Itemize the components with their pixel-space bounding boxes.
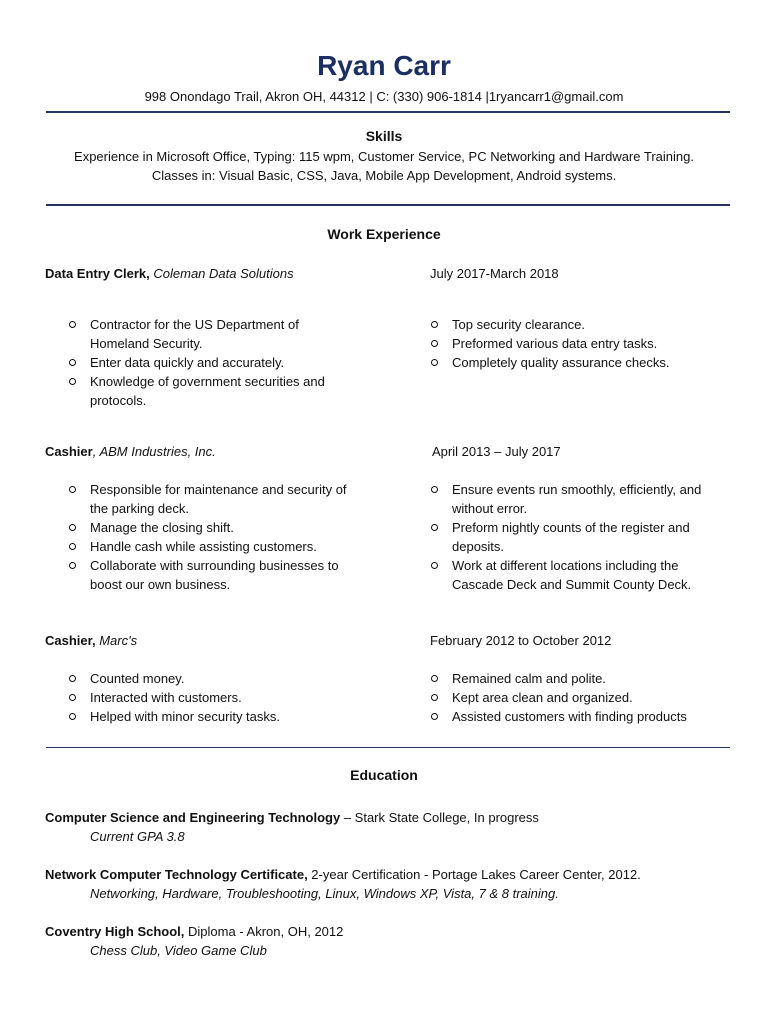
list-item: Preformed various data entry tasks. — [431, 334, 731, 353]
job-employer: Marc's — [99, 633, 138, 648]
header-divider — [46, 111, 730, 113]
list-item: Helped with minor security tasks. — [69, 707, 359, 726]
list-item: Counted money. — [69, 669, 359, 688]
job-dates: July 2017-March 2018 — [430, 266, 559, 281]
education-detail: Current GPA 3.8 — [90, 829, 185, 844]
list-item: Completely quality assurance checks. — [431, 353, 731, 372]
education-entry — [45, 922, 745, 941]
education-entry — [45, 808, 745, 827]
education-institution: Network Computer Technology Certificate, — [45, 867, 308, 882]
list-item: Assisted customers with finding products — [431, 707, 731, 726]
list-item: Kept area clean and organized. — [431, 688, 731, 707]
job-heading — [45, 631, 405, 650]
list-item: Collaborate with surrounding businesses to boost our own business. — [69, 556, 359, 594]
education-info: – Stark State College, In progress — [340, 810, 539, 825]
job-bullets-right — [431, 315, 731, 372]
list-item: Preform nightly counts of the register and deposits. — [431, 518, 731, 556]
education-info: Diploma - Akron, OH, 2012 — [184, 924, 344, 939]
job-heading — [45, 442, 405, 461]
job-dates: April 2013 – July 2017 — [432, 444, 561, 459]
list-item: Interacted with customers. — [69, 688, 359, 707]
work-experience-title: Work Experience — [327, 226, 441, 242]
list-item: Contractor for the US Department of Homeland Security. — [69, 315, 359, 353]
education-entry — [45, 865, 745, 884]
list-item: Manage the closing shift. — [69, 518, 359, 537]
list-item: Remained calm and polite. — [431, 669, 731, 688]
list-item: Work at different locations including the Cascade Deck and Summit County Deck. — [431, 556, 731, 594]
list-item: Top security clearance. — [431, 315, 731, 334]
education-detail: Networking, Hardware, Troubleshooting, Linux, Windows XP, Vista, 7 & 8 training. — [90, 886, 559, 901]
job-bullets-right — [431, 480, 731, 594]
work-divider — [46, 747, 730, 748]
education-detail: Chess Club, Video Game Club — [90, 943, 267, 958]
education-institution: Coventry High School, — [45, 924, 185, 939]
job-bullets-left — [69, 480, 359, 594]
job-heading — [45, 264, 405, 283]
job-employer: , ABM Industries, Inc. — [92, 444, 216, 459]
job-employer: Coleman Data Solutions — [153, 266, 294, 281]
job-title: Cashier — [45, 444, 93, 459]
resume-name: Ryan Carr — [317, 50, 451, 81]
job-dates: February 2012 to October 2012 — [430, 633, 612, 648]
skills-line-2: Classes in: Visual Basic, CSS, Java, Mobile App Development, Android systems. — [151, 168, 617, 183]
job-bullets-right — [431, 669, 731, 726]
skills-title: Skills — [365, 128, 403, 144]
job-bullets-left — [69, 315, 359, 410]
skills-divider — [46, 204, 730, 206]
education-info: 2-year Certification - Portage Lakes Career Center, 2012. — [307, 867, 641, 882]
list-item: Enter data quickly and accurately. — [69, 353, 359, 372]
contact-line: 998 Onondago Trail, Akron OH, 44312 | C: (330) 906-1814 |1ryancarr1@gmail.com — [144, 89, 624, 104]
education-institution: Computer Science and Engineering Technology — [45, 810, 341, 825]
list-item: Knowledge of government securities and protocols. — [69, 372, 359, 410]
education-title: Education — [350, 767, 418, 783]
list-item: Ensure events run smoothly, efficiently, and without error. — [431, 480, 731, 518]
job-title: Data Entry Clerk, — [45, 266, 150, 281]
list-item: Handle cash while assisting customers. — [69, 537, 359, 556]
job-bullets-left — [69, 669, 359, 726]
job-title: Cashier, — [45, 633, 96, 648]
skills-line-1: Experience in Microsoft Office, Typing: 115 wpm, Customer Service, PC Networking and Hardware Training. — [74, 149, 694, 164]
list-item: Responsible for maintenance and security of the parking deck. — [69, 480, 359, 518]
